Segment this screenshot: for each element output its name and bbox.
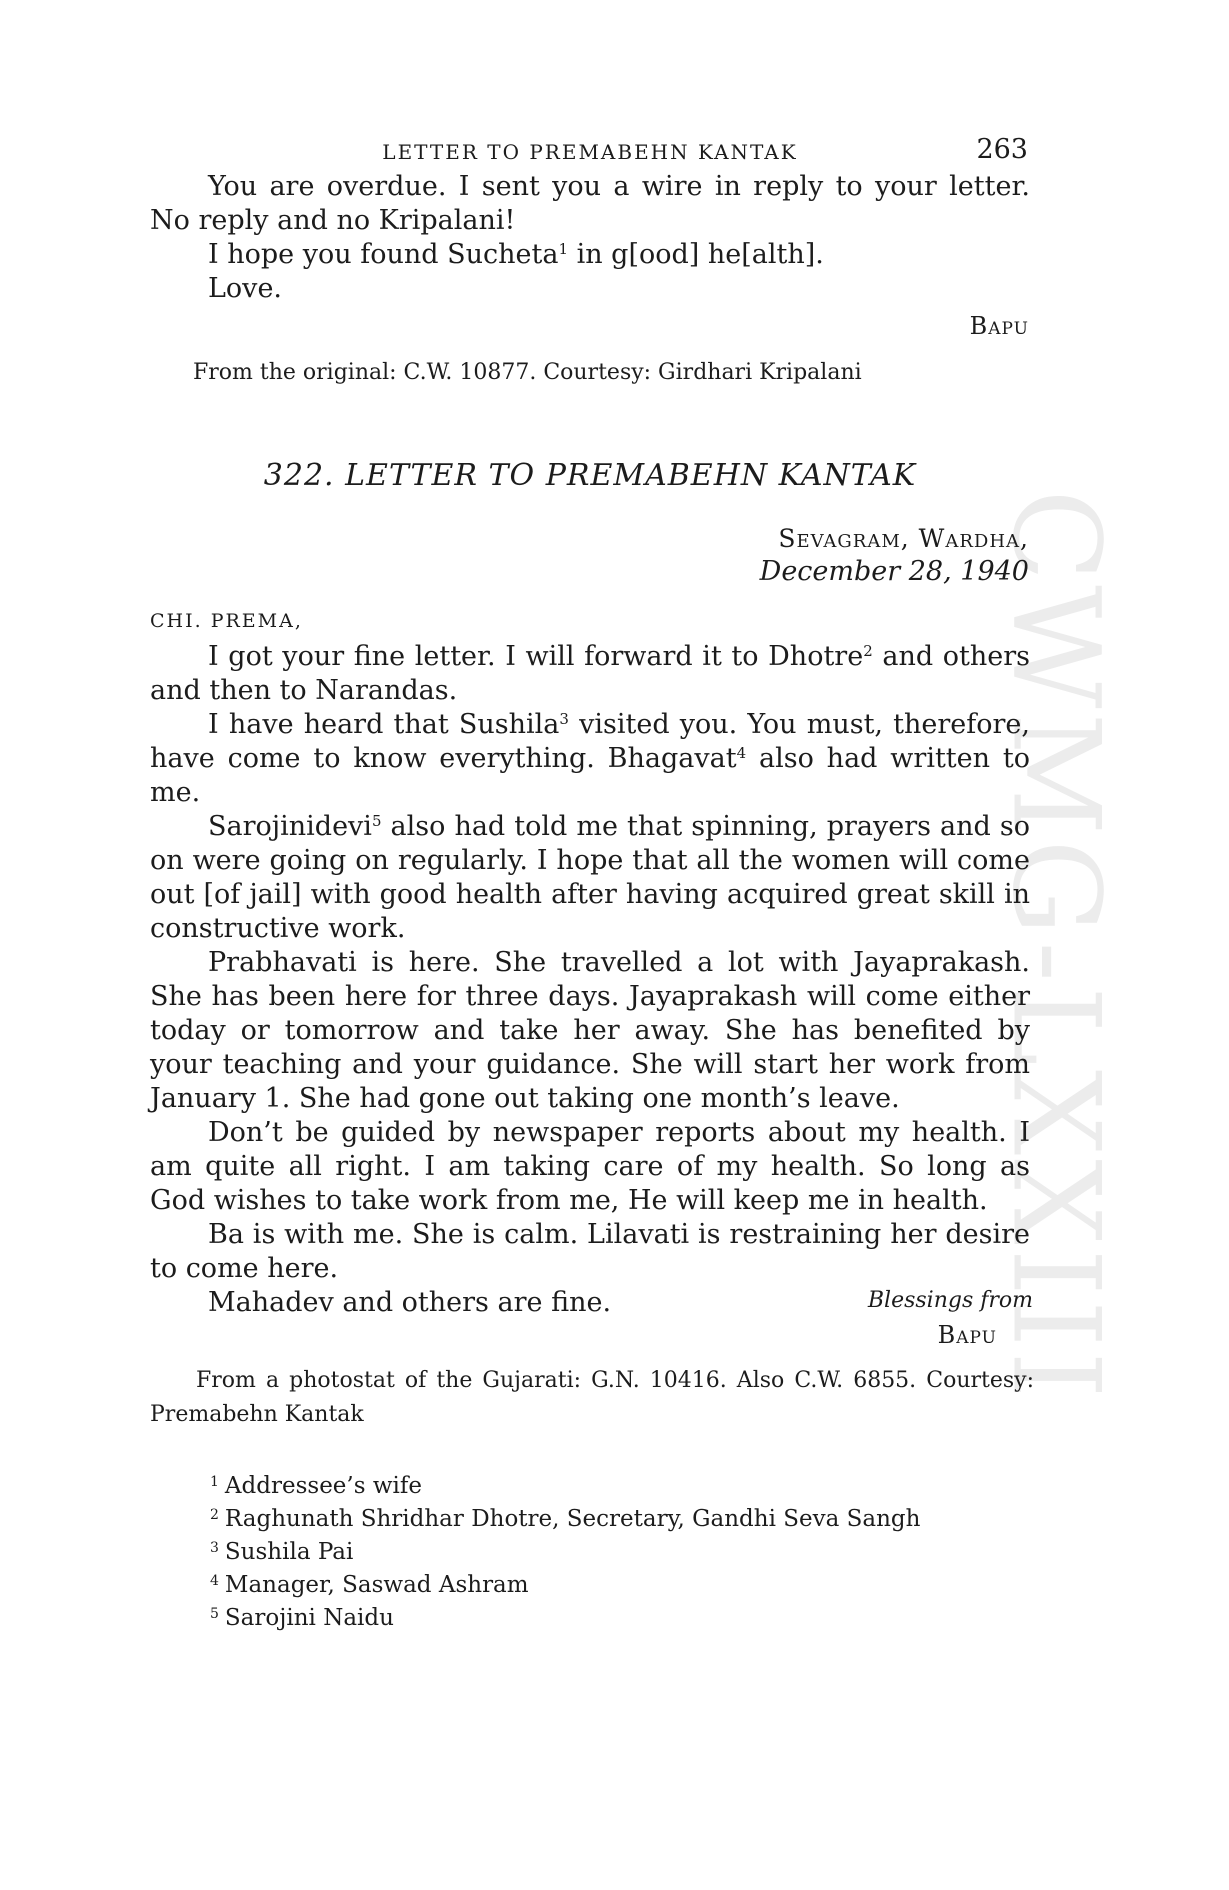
paragraph: Mahadev and others are fine. — [208, 1287, 612, 1318]
paragraph: Ba is with me. She is calm. Lilavati is restraining her desire to come here. — [150, 1219, 1030, 1284]
footnote-text: Addressee’s wife — [224, 1473, 423, 1499]
footnote-text: Raghunath Shridhar Dhotre, Secretary, Gandhi Seva Sangh — [224, 1506, 921, 1532]
watermark-text: CWMG-LXXIII — [985, 489, 1125, 1403]
letter-date: December 28, 1940 — [759, 556, 1029, 587]
footnote — [210, 1600, 920, 1633]
paragraph: Prabhavati is here. She travelled a lot with Jayaprakash. She has been here for three days. Jayaprakash will come either today or tomorrow and take her away. She has benefited by your teaching and your guidance. She will start her work from January 1. She had gone out taking one month’s leave. — [150, 947, 1030, 1114]
letter-heading: 322. LETTER TO PREMABEHN KANTAK — [263, 458, 917, 493]
paragraph — [150, 640, 1030, 708]
previous-letter-body — [150, 170, 1030, 306]
footnote-text: Sarojini Naidu — [224, 1605, 394, 1631]
footnote-number: 2 — [210, 1507, 219, 1523]
paragraph — [150, 708, 1030, 810]
paragraph: Love. — [208, 273, 282, 304]
letter-place: Sevagram, Wardha, — [778, 524, 1029, 553]
paragraph-text: I got your fine letter. I will forward it to Dhotre — [208, 641, 864, 672]
paragraph-text: visited you. You must, therefore, have come to know everything. Bhagavat — [150, 709, 1030, 774]
page-number: 263 — [976, 134, 1028, 165]
footnote-ref: 4 — [736, 744, 747, 762]
footnote — [210, 1501, 920, 1534]
signature: Bapu — [969, 312, 1029, 340]
footnote — [210, 1567, 920, 1600]
source-note: From a photostat of the Gujarati: G.N. 10416. Also C.W. 6855. Courtesy: Premabehn Kantak — [150, 1368, 1034, 1427]
running-title: LETTER TO PREMABEHN KANTAK — [382, 140, 798, 164]
footnote-number: 5 — [210, 1606, 219, 1622]
paragraph: You are overdue. I sent you a wire in reply to your letter. No reply and no Kripalani! — [150, 171, 1030, 236]
paragraph-text: I have heard that Sushila — [208, 709, 560, 740]
footnote-ref: 1 — [558, 240, 568, 258]
paragraph-text: also had told me that spinning, prayers and so on were going on regularly. I hope that all the women will come out [of jail] with good health after having acquired great skill in constructive work. — [150, 811, 1030, 944]
footnote-ref: 5 — [371, 812, 382, 830]
source-note: From the original: C.W. 10877. Courtesy: Girdhari Kripalani — [193, 360, 862, 385]
letter-body — [150, 640, 1030, 1320]
footnote-ref: 2 — [863, 642, 873, 660]
closing: Blessings from — [867, 1288, 1033, 1313]
paragraph — [150, 810, 1030, 946]
footnote-ref: 3 — [559, 710, 569, 728]
footnote-number: 1 — [210, 1474, 219, 1490]
footnote-text: Manager, Saswad Ashram — [224, 1572, 529, 1598]
paragraph-text: I hope you found Sucheta — [208, 239, 559, 270]
footnote — [210, 1534, 920, 1567]
paragraph — [150, 238, 1030, 272]
footnote-number: 3 — [210, 1540, 219, 1556]
running-header — [150, 134, 1030, 170]
footnote-text: Sushila Pai — [224, 1539, 354, 1565]
paragraph-text: in g[ood] he[alth]. — [567, 239, 824, 270]
paragraph: Don’t be guided by newspaper reports about my health. I am quite all right. I am taking care of my health. So long as God wishes to take work from me, He will keep me in health. — [150, 1117, 1030, 1216]
footnote-number: 4 — [210, 1573, 219, 1589]
footnotes — [210, 1468, 920, 1633]
paragraph-text: Sarojinidevi — [208, 811, 372, 842]
paragraph-text: and others and then to Narandas. — [150, 641, 1030, 706]
footnote — [210, 1468, 920, 1501]
signature: Bapu — [937, 1321, 997, 1349]
salutation: CHI. PREMA, — [150, 610, 303, 632]
paragraph-text: also had written to me. — [150, 743, 1030, 808]
